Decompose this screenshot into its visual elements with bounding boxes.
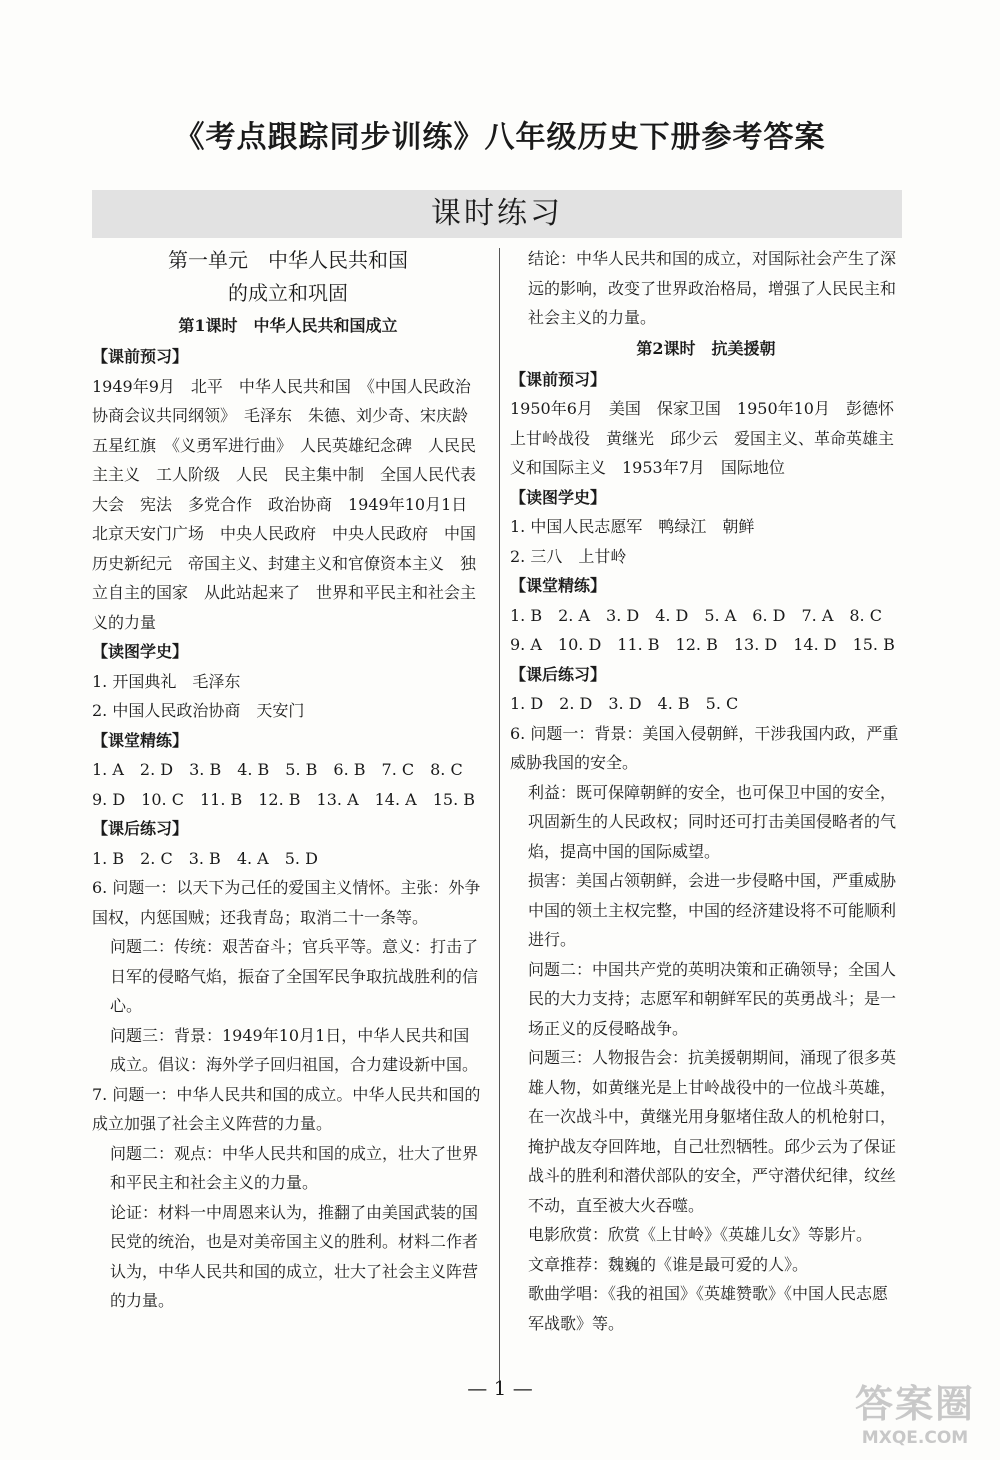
paragraph: 1. 中国人民志愿军 鸭绿江 朝鲜 xyxy=(510,517,755,536)
column-divider xyxy=(499,248,500,1386)
left-column xyxy=(92,244,484,1316)
section-label: 【课后练习】 xyxy=(92,819,189,838)
indented-paragraph: 电影欣赏：欣赏《上甘岭》《英雄儿女》等影片。 xyxy=(528,1225,873,1244)
paragraph: 1. A 2. D 3. B 4. B 5. B 6. B 7. C 8. C xyxy=(92,760,463,779)
indented-paragraph: 利益：既可保障朝鲜的安全，也可保卫中国的安全，巩固新生的人民政权；同时还可打击美国侵略者的气焰，提高中国的国际威望。 xyxy=(528,782,897,861)
paragraph: 1949年9月 北平 中华人民共和国 《中国人民政治协商会议共同纲领》 毛泽东 朱德、刘少奇、宋庆龄 五星红旗 《义勇军进行曲》 人民英雄纪念碑 人民民主主义 工人阶级 人民 民主集中制 全国人民代表大会 宪法 多党合作 政治协商 1949年10月1日 北京天安门广场 中央人民政府 中央人民政府 中国历史新纪元 帝国主义、封建主义和官僚资本主义 独立自主的国家 从此站起来了 世界和平民主和社会主义的力量 xyxy=(92,376,485,632)
paragraph: 1. D 2. D 3. D 4. B 5. C xyxy=(510,694,739,713)
section-banner: 课时练习 xyxy=(92,190,902,238)
paragraph: 1. B 2. C 3. B 4. A 5. D xyxy=(92,848,318,868)
paragraph: 6. 问题一：背景：美国入侵朝鲜，干涉我国内政，严重威胁我国的安全。 xyxy=(510,723,899,772)
section-label: 【读图学史】 xyxy=(92,642,189,661)
paragraph: 9. D 10. C 11. B 12. B 13. A 14. A 15. B xyxy=(92,789,475,809)
page-number: — 1 — xyxy=(467,1376,533,1400)
indented-paragraph: 问题三：背景：1949年10月1日，中华人民共和国成立。倡议：海外学子回归祖国，合力建设新中国。 xyxy=(110,1025,479,1074)
unit-heading: 第一单元 中华人民共和国 xyxy=(168,248,408,272)
lesson-heading: 第1课时 中华人民共和国成立 xyxy=(178,316,398,335)
watermark-text: 答案圈 xyxy=(854,1382,975,1426)
lesson-heading: 第2课时 抗美援朝 xyxy=(636,338,776,358)
indented-paragraph: 问题二：中国共产党的英明决策和正确领导；全国人民的大力支持；志愿军和朝鲜军民的英勇战斗；是一场正义的反侵略战争。 xyxy=(528,959,897,1038)
indented-paragraph: 问题二：观点：中华人民共和国的成立，壮大了世界和平民主和社会主义的力量。 xyxy=(110,1143,479,1192)
section-label: 【课前预习】 xyxy=(510,369,607,389)
section-label: 【课堂精练】 xyxy=(510,576,607,595)
paragraph: 6. 问题一：以天下为己任的爱国主义情怀。主张：外争国权，内惩国贼；还我青岛；取消二十一条等。 xyxy=(92,878,481,927)
document-title: 《考点跟踪同步训练》八年级历史下册参考答案 xyxy=(174,120,826,155)
section-label: 【课前预习】 xyxy=(92,347,189,366)
watermark-logo xyxy=(835,1380,995,1455)
indented-paragraph: 问题二：传统：艰苦奋斗；官兵平等。意义：打击了日军的侵略气焰，振奋了全国军民争取抗战胜利的信心。 xyxy=(110,937,479,1015)
indented-paragraph: 论证：材料一中周恩来认为，推翻了由美国武装的国民党的统治，也是对美帝国主义的胜利。材料二作者认为，中华人民共和国的成立，壮大了社会主义阵营的力量。 xyxy=(110,1202,479,1310)
unit-heading: 的成立和巩固 xyxy=(228,281,348,305)
indented-paragraph: 文章推荐：魏巍的《谁是最可爱的人》。 xyxy=(528,1254,809,1274)
indented-paragraph: 问题三：人物报告会：抗美援朝期间，涌现了很多英雄人物，如黄继光是上甘岭战役中的一位战斗英雄，在一次战斗中，黄继光用身躯堵住敌人的机枪射口，掩护战友夺回阵地，自己壮烈牺牲。邱少云为了保证战斗的胜利和潜伏部队的安全，严守潜伏纪律，纹丝不动，直至被大火吞噬。 xyxy=(528,1048,897,1215)
paragraph: 2. 中国人民政治协商 天安门 xyxy=(92,701,305,720)
section-label: 【读图学史】 xyxy=(510,487,607,507)
paragraph: 1950年6月 美国 保家卫国 1950年10月 彭德怀 上甘岭战役 黄继光 邱少云 爱国主义、革命英雄主义和国际主义 1953年7月 国际地位 xyxy=(510,399,910,477)
right-column xyxy=(510,244,910,1338)
paragraph: 7. 问题一：中华人民共和国的成立。中华人民共和国的成立加强了社会主义阵营的力量。 xyxy=(92,1084,481,1133)
indented-paragraph: 歌曲学唱：《我的祖国》《英雄赞歌》《中国人民志愿军战歌》等。 xyxy=(528,1284,889,1333)
section-label: 【课后练习】 xyxy=(510,664,607,684)
section-label: 【课堂精练】 xyxy=(92,730,189,750)
paragraph: 1. 开国典礼 毛泽东 xyxy=(92,671,241,691)
paragraph: 2. 三八 上甘岭 xyxy=(510,546,627,566)
paragraph: 1. B 2. A 3. D 4. D 5. A 6. D 7. A 8. C xyxy=(510,605,882,625)
indented-paragraph: 损害：美国占领朝鲜，会进一步侵略中国，严重威胁中国的领土主权完整，中国的经济建设将不可能顺利进行。 xyxy=(528,871,897,949)
indented-paragraph: 结论：中华人民共和国的成立，对国际社会产生了深远的影响，改变了世界政治格局，增强了人民民主和社会主义的力量。 xyxy=(528,249,897,327)
watermark-url: MXQE.COM xyxy=(861,1428,969,1448)
paragraph: 9. A 10. D 11. B 12. B 13. D 14. D 15. B xyxy=(510,635,895,654)
